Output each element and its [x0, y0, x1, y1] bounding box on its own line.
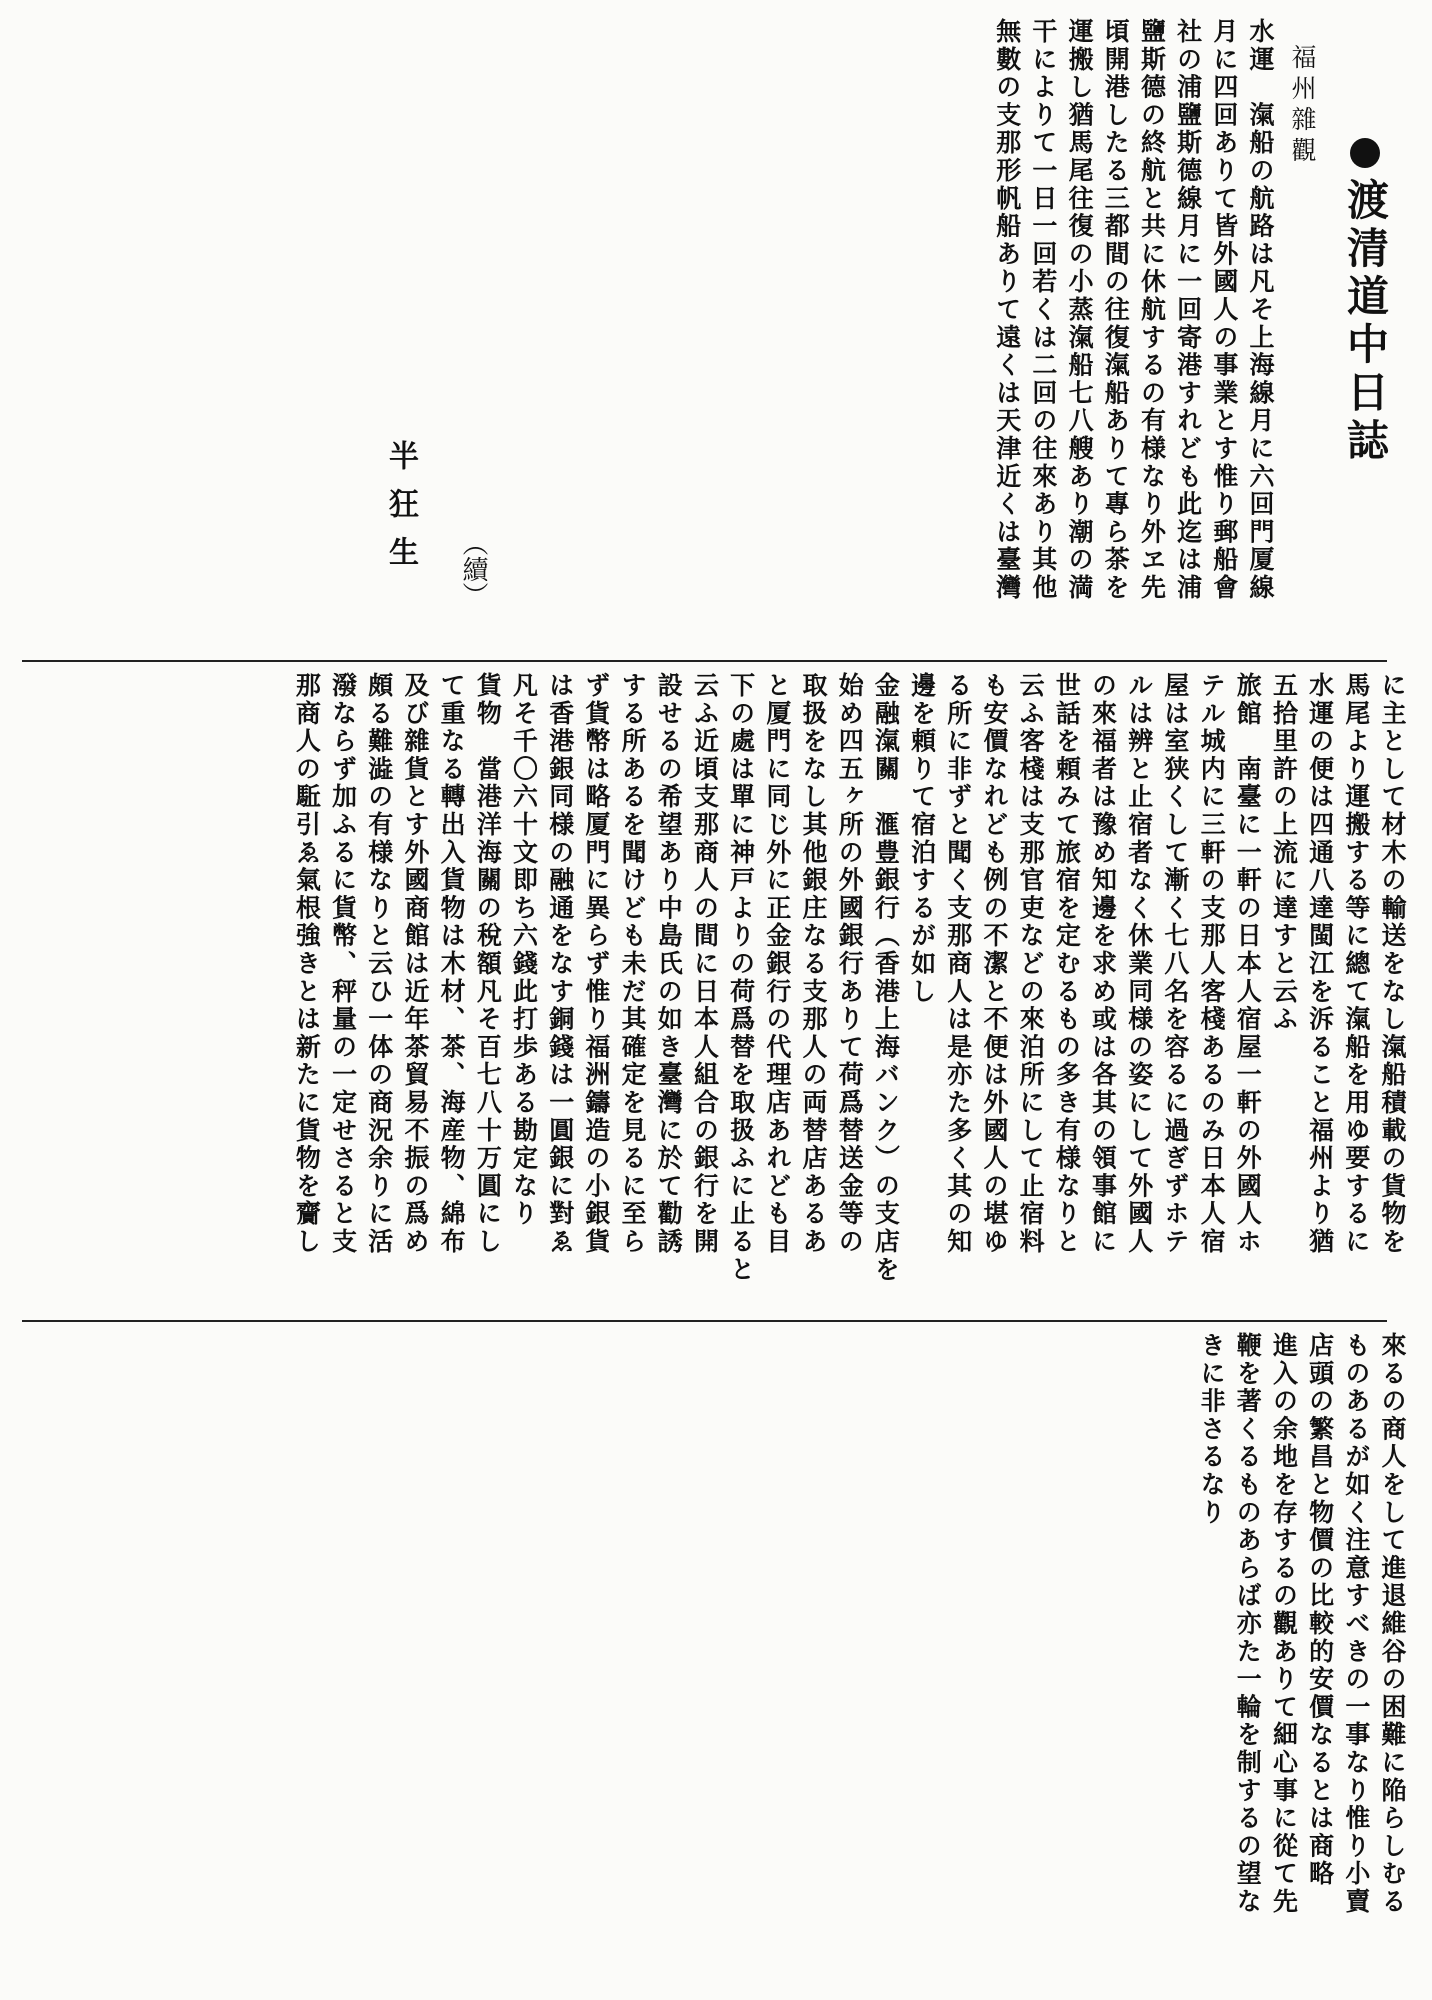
text-column: ルは辨と止宿者なく休業同様の姿にして外國人 — [1124, 672, 1154, 1256]
text-column: 取扱をなし其他銀庄なる支那人の両替店あるあ — [799, 672, 828, 1256]
text-column: 世話を頼みて旅宿を定むるもの多き有様なりと — [1052, 672, 1082, 1256]
text-column: ものあるが如く注意すべきの一事なり惟り小賣 — [1341, 1332, 1371, 1916]
text-column: る所に非ずと聞く支那商人は是亦た多く其の知 — [943, 672, 973, 1256]
text-column: きに非さるなり — [1197, 1332, 1227, 1527]
text-column: 運搬し猶馬尾往復の小蒸滊船七八艘あり潮の満 — [1065, 18, 1095, 602]
text-column: 鹽斯德の終航と共に休航するの有様なり外ヱ先 — [1137, 18, 1167, 602]
text-column: 頃開港したる三都間の往復滊船ありて專ら茶を — [1101, 18, 1131, 602]
author-byline: 半狂生 — [383, 440, 418, 584]
text-column: と厦門に同じ外に正金銀行の代理店あれども目 — [762, 672, 792, 1256]
column-rule-2 — [22, 1320, 1387, 1322]
text-column: 設せるの希望あり中島氏の如き臺灣に於て勸誘 — [654, 672, 684, 1256]
text-column: 月に四回ありて皆外國人の事業とす惟り郵船會 — [1209, 18, 1239, 602]
text-column: 店頭の繁昌と物價の比較的安價なるとは商略 — [1305, 1332, 1335, 1888]
text-column: も安價なれども例の不潔と不便は外國人の堪ゆ — [979, 672, 1009, 1256]
text-column: 來るの商人をして進退維谷の困難に陥らしむる — [1378, 1332, 1407, 1916]
text-column: する所あるを聞けども未だ其確定を見るに至ら — [618, 672, 648, 1256]
article-body-band-2 — [22, 672, 1410, 1304]
text-column: て重なる轉出入貨物は木材、茶、海産物、綿布 — [437, 672, 467, 1256]
column-rule-1 — [22, 660, 1387, 662]
text-column: 那商人の駈引ゑ氣根強きとは新たに貨物を齎し — [292, 672, 322, 1256]
text-column: 及び雜貨とす外國商館は近年茶貿易不振の爲め — [400, 672, 430, 1256]
text-column: 屋は室狭くして漸く七八名を容るに過ぎずホテ — [1160, 672, 1190, 1256]
text-column: 鞭を著くるものあらば亦た一輪を制するの望な — [1233, 1332, 1263, 1916]
text-column: テル城内に三軒の支那人客棧あるのみ日本人宿 — [1197, 672, 1227, 1256]
band1-text — [989, 18, 1279, 618]
text-column: 社の浦鹽斯德線月に一回寄港すれども此迄は浦 — [1173, 18, 1203, 602]
text-column: 始め四五ヶ所の外國銀行ありて荷爲替送金等の — [835, 672, 865, 1256]
text-column: 云ふ客棧は支那官吏などの來泊所にして止宿料 — [1016, 672, 1046, 1256]
text-column: 水運の便は四通八達閩江を泝ること福州より猶 — [1305, 672, 1335, 1256]
text-column: 水運 滊船の航路は凡そ上海線月に六回門厦線 — [1246, 18, 1275, 602]
text-column: 五拾里許の上流に達すと云ふ — [1269, 672, 1299, 1034]
article-body-band-3 — [22, 1332, 1410, 1972]
text-column: 無數の支那形帆船ありて遠くは天津近くは臺灣 — [992, 18, 1022, 602]
text-column: 進入の余地を存するの觀ありて細心事に從て先 — [1269, 1332, 1299, 1916]
article-title-text: 渡清道中日誌 — [1341, 178, 1390, 466]
text-column: の來福者は豫め知邊を求め或は各其の領事館に — [1088, 672, 1118, 1256]
text-column: 頗る難澁の有様なりと云ひ一体の商況余りに活 — [364, 672, 394, 1256]
article-title — [1340, 138, 1390, 466]
text-column: に主として材木の輸送をなし滊船積載の貨物を — [1378, 672, 1407, 1256]
text-column: 邊を頼りて宿泊するが如し — [907, 672, 937, 1006]
text-column: 下の處は單に神戸よりの荷爲替を取扱ふに止ると — [726, 672, 756, 1284]
series-note: （續） — [458, 530, 488, 608]
text-column: 貨物 當港洋海關の稅額凡そ百七八十万圓にし — [473, 672, 503, 1256]
text-column: ず貨幣は略厦門に異らず惟り福洲鑄造の小銀貨 — [581, 672, 611, 1256]
text-column: 潑ならず加ふるに貨幣、秤量の一定せさると支 — [328, 672, 358, 1256]
article-header-band — [22, 18, 1410, 658]
section-heading: 福州雜觀 — [1288, 44, 1317, 168]
text-column: 金融滊關 滙豊銀行（香港上海バンク）の支店を — [871, 672, 901, 1284]
text-column: 旅館 南臺に一軒の日本人宿屋一軒の外國人ホ — [1233, 672, 1263, 1256]
text-column: 馬尾より運搬する等に總て滊船を用ゆ要するに — [1341, 672, 1371, 1256]
text-column: は香港銀同様の融通をなす銅錢は一圓銀に對ゑ — [545, 672, 575, 1256]
text-column: 凡そ千〇六十文即ち六錢此打歩ある勘定なり — [509, 672, 539, 1228]
text-column: 干によりて一日一回若くは二回の往來あり其他 — [1028, 18, 1058, 602]
text-column: 云ふ近頃支那商人の間に日本人組合の銀行を開 — [690, 672, 720, 1256]
title-bullet-icon — [1350, 138, 1380, 168]
